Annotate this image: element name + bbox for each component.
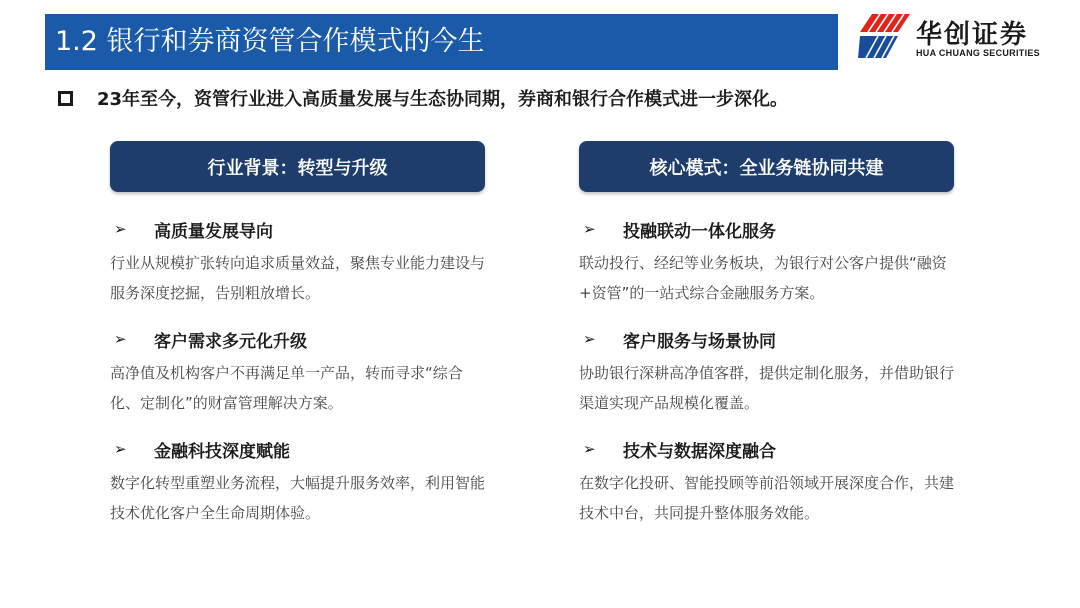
item-description: 在数字化投研、智能投顾等前沿领域开展深度合作，共建技术中台，共同提升整体服务效能。 [579, 474, 955, 522]
item-title-text: 投融联动一体化服务 [623, 221, 776, 242]
arrow-bullet-icon: ➢ [583, 440, 596, 458]
arrow-bullet-icon: ➢ [114, 440, 127, 458]
slide-title: 1.2 银行和券商资管合作模式的今生 [45, 14, 838, 70]
list-item [110, 326, 510, 418]
right-column-header: 核心模式：全业务链协同共建 [579, 141, 954, 192]
item-description: 联动投行、经纪等业务板块，为银行对公客户提供“融资+资管”的一站式综合金融服务方案。 [579, 254, 947, 302]
list-item [579, 216, 979, 308]
intro-line [58, 84, 788, 112]
item-title-text: 技术与数据深度融合 [623, 441, 776, 462]
item-title [110, 436, 510, 462]
list-item [579, 436, 979, 528]
item-title [579, 216, 979, 242]
item-description: 协助银行深耕高净值客群，提供定制化服务，并借助银行渠道实现产品规模化覆盖。 [579, 364, 955, 412]
left-column-header: 行业背景：转型与升级 [110, 141, 485, 192]
item-title [579, 436, 979, 462]
right-column [579, 141, 955, 522]
logo-name-en: HUA CHUANG SECURITIES [916, 48, 1040, 58]
arrow-bullet-icon: ➢ [583, 330, 596, 348]
company-logo [858, 10, 1068, 66]
item-title [110, 326, 510, 352]
item-title [579, 326, 979, 352]
item-title [110, 216, 510, 242]
item-title-text: 高质量发展导向 [154, 221, 273, 242]
left-column [110, 141, 486, 522]
list-item [579, 326, 979, 418]
intro-text: 23年至今，资管行业进入高质量发展与生态协同期，券商和银行合作模式进一步深化。 [97, 89, 789, 110]
arrow-bullet-icon: ➢ [114, 330, 127, 348]
arrow-bullet-icon: ➢ [583, 220, 596, 238]
item-title-text: 金融科技深度赋能 [154, 441, 290, 462]
item-title-text: 客户服务与场景协同 [623, 331, 776, 352]
item-description: 数字化转型重塑业务流程，大幅提升服务效率，利用智能技术优化客户全生命周期体验。 [110, 474, 486, 522]
item-description: 行业从规模扩张转向追求质量效益，聚焦专业能力建设与服务深度挖掘，告别粗放增长。 [110, 254, 486, 302]
list-item [110, 436, 510, 528]
huachuang-logo-icon [858, 10, 910, 62]
logo-name-cn: 华创证券 [916, 20, 1029, 50]
item-description: 高净值及机构客户不再满足单一产品，转而寻求“综合化、定制化”的财富管理解决方案。 [110, 364, 463, 412]
list-item [110, 216, 510, 308]
item-title-text: 客户需求多元化升级 [154, 331, 307, 352]
square-bullet-icon [58, 91, 73, 106]
arrow-bullet-icon: ➢ [114, 220, 127, 238]
